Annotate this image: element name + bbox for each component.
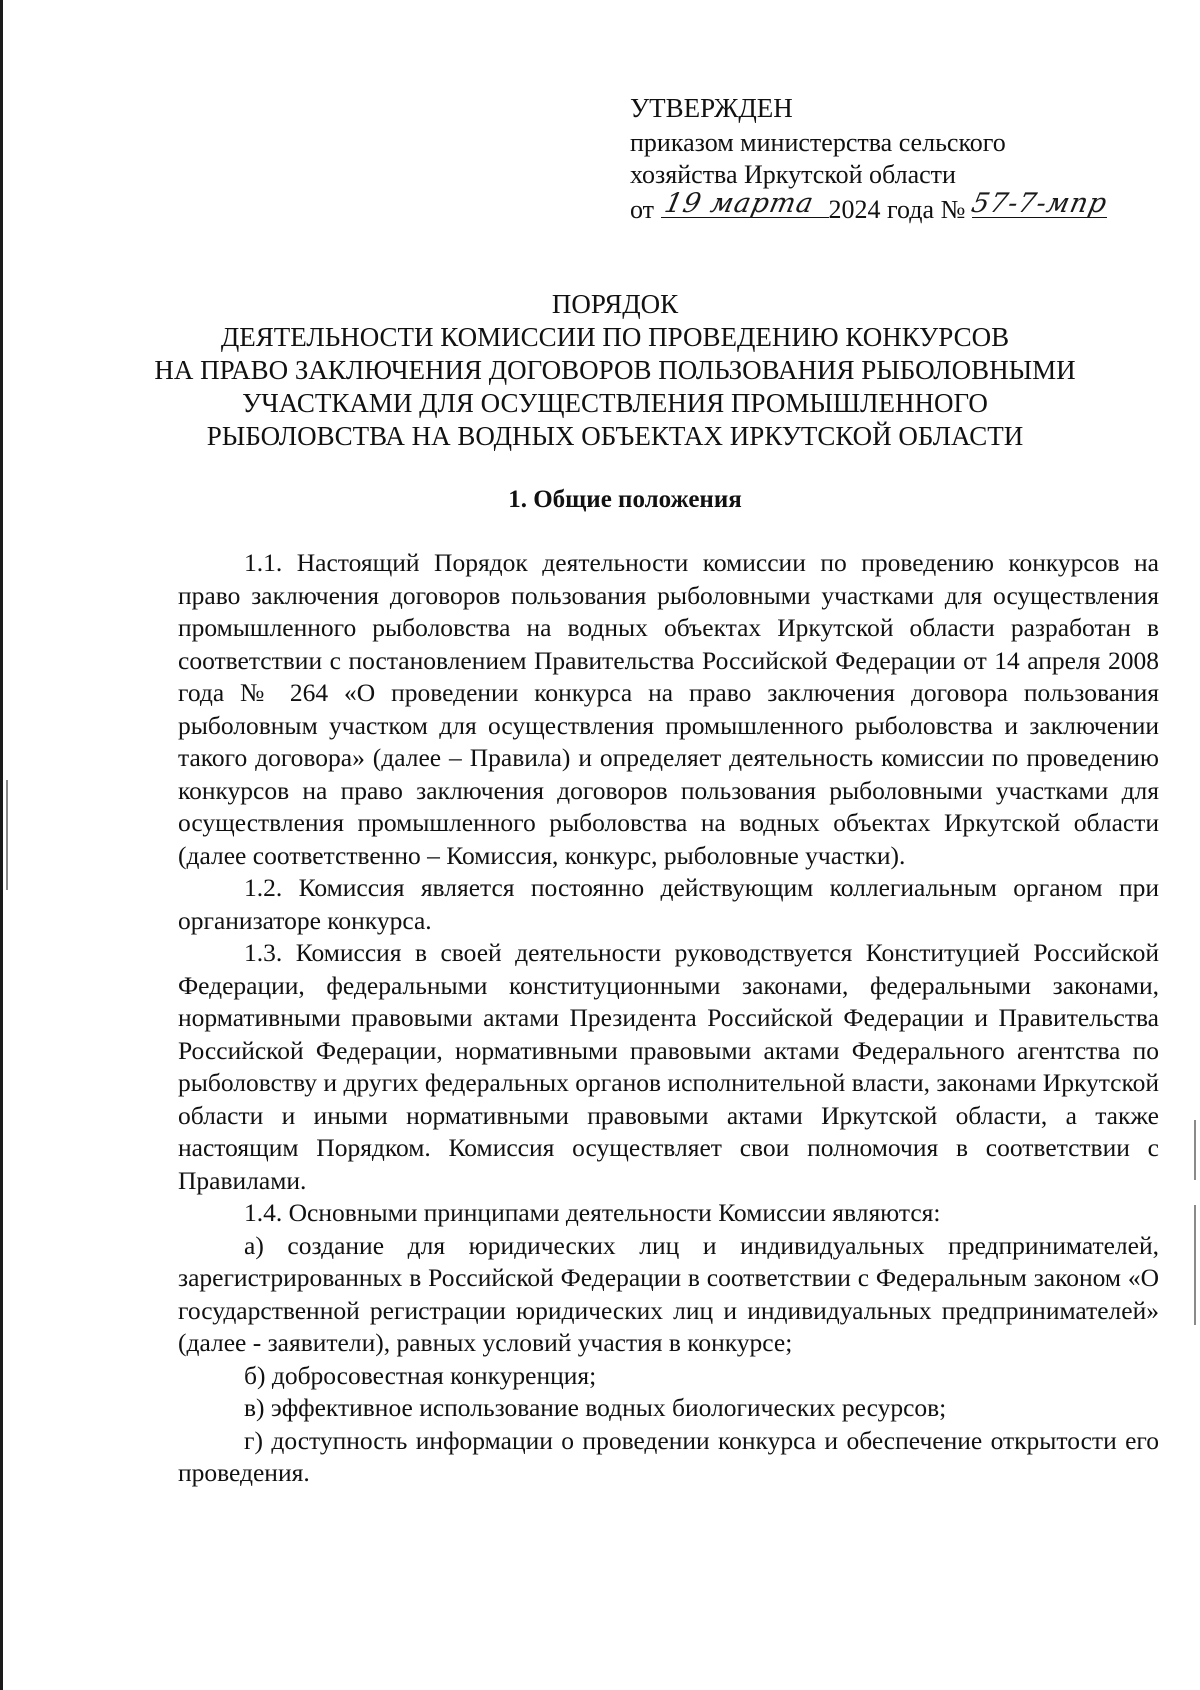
title-line: РЫБОЛОВСТВА НА ВОДНЫХ ОБЪЕКТАХ ИРКУТСКОЙ ОБЛАСТИ — [206, 421, 1024, 451]
title-line: ПОРЯДОК — [551, 289, 679, 319]
approved-heading: УТВЕРЖДЕН — [630, 93, 793, 123]
approval-line: хозяйства Иркутской области — [630, 160, 956, 189]
date-prefix: от — [630, 195, 655, 224]
handwritten-date: 19 марта — [661, 188, 817, 219]
handwritten-number: 57-7-мпр — [968, 188, 1111, 219]
scan-speck — [6, 780, 8, 890]
date-signature-field — [661, 188, 829, 219]
title-line: НА ПРАВО ЗАКЛЮЧЕНИЯ ДОГОВОРОВ ПОЛЬЗОВАНИЯ РЫБОЛОВНЫМИ — [154, 355, 1076, 385]
paragraph: б) добросовестная конкуренция; — [244, 1360, 597, 1390]
paragraph: 1.4. Основными принципами деятельности Комиссии являются: — [244, 1198, 941, 1227]
section-heading: 1. Общие положения — [508, 486, 742, 513]
section-body — [178, 547, 1159, 1490]
paragraph: 1.3. Комиссия в своей деятельности руководствуется Конституцией Российской Федерации, федеральными конституционными законами, федеральными законами, нормативными правовыми актами Президента Российской Федерации и Правительства Российской Федерации, нормативными правовыми актами Федерального агентства по рыболовству и других федеральных органов исполнительной власти, законами Иркутской области и иными нормативными правовыми актами Иркутской области, а также настоящим Порядком. Комиссия осуществляет свои полномочия в соответствии с Правилами. — [178, 938, 1159, 1195]
title-line: УЧАСТКАМИ ДЛЯ ОСУЩЕСТВЛЕНИЯ ПРОМЫШЛЕННОГО — [242, 388, 988, 418]
approval-line: приказом министерства сельского — [630, 128, 1006, 157]
approval-block — [630, 92, 1150, 226]
scan-edge — [0, 0, 3, 1690]
year-text: 2024 года № — [828, 195, 966, 224]
paragraph: а) создание для юридических лиц и индивидуальных предпринимателей, зарегистрированных в Российской Федерации в соответствии с Федеральным законом «О государственной регистрации юридических лиц и индивидуальных предпринимателей» (далее - заявители), равных условий участия в конкурсе; — [178, 1230, 1159, 1357]
paragraph: 1.1. Настоящий Порядок деятельности комиссии по проведению конкурсов на право заключения договоров пользования рыболовными участками для осуществления промышленного рыболовства на водных объектах Иркутской области разработан в соответствии с постановлением Правительства Российской Федерации от 14 апреля 2008 года № 264 «О проведении конкурса на право заключения договора пользования рыболовным участком для осуществления промышленного рыболовства и заключении такого договора» (далее – Правила) и определяет деятельность комиссии по проведению конкурсов на право заключения договоров пользования рыболовными участками для осуществления промышленного рыболовства на водных объектах Иркутской области (далее соответственно – Комиссия, конкурс, рыболовные участки). — [178, 548, 1159, 870]
title-line: ДЕЯТЕЛЬНОСТИ КОМИССИИ ПО ПРОВЕДЕНИЮ КОНКУРСОВ — [220, 322, 1010, 352]
paragraph: 1.2. Комиссия является постоянно действующим коллегиальным органом при организаторе конкурса. — [178, 873, 1159, 935]
scan-speck — [1194, 1205, 1196, 1325]
approval-date-line — [630, 188, 1150, 226]
document-title — [150, 288, 1080, 453]
scan-speck — [1194, 1120, 1196, 1180]
number-signature-field — [968, 188, 1111, 219]
paragraph: в) эффективное использование водных биологических ресурсов; — [244, 1393, 947, 1422]
paragraph: г) доступность информации о проведении конкурса и обеспечение открытости его проведения. — [178, 1425, 1159, 1487]
